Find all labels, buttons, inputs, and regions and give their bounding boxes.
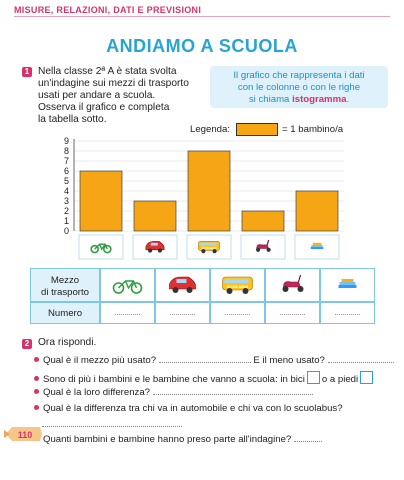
checkbox-piedi[interactable]: [360, 371, 373, 384]
question-5-text: Quanti bambini e bambine hanno preso parte all'indagine?: [43, 434, 292, 445]
books-icon: [313, 243, 321, 245]
table-number-cell[interactable]: [265, 302, 320, 324]
bar: [188, 151, 230, 231]
answer-field[interactable]: [159, 362, 251, 363]
car-wheel: [158, 248, 162, 252]
question-3: [34, 387, 390, 398]
info-line: Il grafico che rappresenta i dati: [233, 70, 365, 81]
table-vehicle-cell: [100, 268, 155, 302]
table-vehicle-cell: [320, 268, 375, 302]
page-number-badge: [4, 424, 44, 444]
exercise-2-title: Ora rispondi.: [38, 337, 97, 348]
bar: [80, 171, 122, 231]
info-box: [210, 66, 388, 108]
vehicle-icon: [321, 269, 374, 301]
bus-windows: [200, 243, 217, 246]
page-title: ANDIAMO A SCUOLA: [106, 36, 298, 56]
answer-line: [225, 314, 250, 315]
bar: [134, 201, 176, 231]
legend-swatch: [236, 123, 278, 136]
table-number-cell[interactable]: [320, 302, 375, 324]
scooter-wheel: [267, 248, 271, 252]
table-vehicle-cell: [155, 268, 210, 302]
table-vehicle-cell: [265, 268, 320, 302]
answer-field[interactable]: [153, 394, 313, 395]
prompt-line: usati per andare a scuola.: [38, 90, 156, 101]
exercise-1-badge: 1: [22, 67, 32, 77]
books-icon: [339, 285, 357, 288]
info-line-post: .: [346, 94, 350, 105]
scooter-wheel: [283, 286, 289, 292]
y-tick-label: 8: [63, 146, 69, 156]
chart-y-ticks: [64, 137, 69, 236]
vehicle-icon: [266, 269, 319, 301]
car-wheel: [173, 287, 179, 293]
info-line: [214, 94, 384, 106]
prompt-line: Nella classe 2ª A è stata svolta: [38, 66, 177, 77]
info-line: con le colonne o con le righe: [237, 82, 361, 93]
vehicle-icon: [156, 269, 209, 301]
table-header-label-b: di trasporto: [41, 287, 89, 298]
answer-line: [280, 314, 305, 315]
table-number-cell[interactable]: [100, 302, 155, 324]
question-2b-text: o a piedi: [321, 374, 359, 385]
car-window: [151, 243, 158, 246]
answer-line: [170, 314, 195, 315]
bus-label: SCUOLABUS: [201, 247, 217, 251]
bus-windows: [225, 279, 249, 283]
chart-bars: [80, 151, 338, 231]
checkbox-bici[interactable]: [307, 371, 320, 384]
info-keyword: istogramma: [292, 94, 347, 105]
histogram-chart: [62, 137, 362, 263]
info-text: [214, 70, 384, 106]
scooter-wheel: [256, 248, 260, 252]
bullet-icon: [34, 376, 39, 381]
prompt-line: la tabella sotto.: [38, 114, 107, 125]
exercise-2-badge: 2: [22, 339, 32, 349]
page-header: [0, 0, 404, 26]
question-4: [34, 403, 390, 414]
bullet-icon: [34, 357, 39, 362]
question-1a-text: Qual è il mezzo più usato?: [43, 355, 157, 366]
exercise-1-prompt: [38, 66, 208, 126]
y-tick-label: 7: [63, 156, 69, 166]
info-line-pre: si chiama: [248, 94, 293, 105]
car-wheel: [187, 287, 193, 293]
y-tick-label: 6: [63, 166, 69, 176]
vehicle-icon: [101, 269, 154, 301]
books-icon: [342, 279, 354, 282]
chart-category-icons: [79, 235, 339, 259]
bullet-icon: [34, 389, 39, 394]
data-table: [30, 268, 376, 328]
header-divider: [14, 16, 390, 17]
y-tick-label: 5: [63, 176, 69, 186]
question-5: [34, 434, 390, 445]
bar: [242, 211, 284, 231]
table-header-numero-label: Numero: [47, 308, 83, 319]
question-4-text: Qual è la differenza tra chi va in automobile e chi va con lo scuolabus?: [43, 403, 343, 414]
prompt-line: Osserva il grafico e completa: [38, 102, 170, 113]
bar: [296, 191, 338, 231]
y-tick-label: 2: [63, 206, 69, 216]
scooter-wheel: [298, 286, 304, 292]
page-number: 110: [17, 430, 33, 440]
answer-field[interactable]: [294, 441, 322, 442]
car-wheel: [148, 248, 152, 252]
legend-label: Legenda:: [190, 124, 231, 135]
question-3-text: Qual è la loro differenza?: [43, 387, 151, 398]
books-icon: [340, 282, 356, 285]
car-window: [177, 279, 187, 283]
answer-line: [115, 314, 140, 315]
table-number-cell[interactable]: [155, 302, 210, 324]
section-label: MISURE, RELAZIONI, DATI E PREVISIONI: [14, 5, 202, 15]
books-icon: [311, 247, 324, 249]
table-header-mezzo: [30, 268, 100, 302]
answer-field[interactable]: [42, 426, 182, 427]
y-tick-label: 1: [63, 216, 69, 226]
question-2a-text: Sono di più i bambini e le bambine che vanno a scuola: in bici: [43, 374, 305, 385]
scooter-handle: [299, 275, 301, 282]
table-header-numero: [30, 302, 100, 324]
table-number-cell[interactable]: [210, 302, 265, 324]
y-tick-label: 9: [63, 137, 69, 146]
table-vehicle-cell: [210, 268, 265, 302]
bullet-icon: [34, 405, 39, 410]
books-icon: [311, 245, 322, 247]
vehicle-icon: [211, 269, 264, 301]
answer-field[interactable]: [328, 362, 394, 363]
y-tick-label: 0: [63, 226, 69, 236]
answer-line: [335, 314, 360, 315]
bus-label: SCUOLABUS: [226, 285, 249, 289]
y-tick-label: 4: [63, 186, 69, 196]
legend-text: = 1 bambino/a: [282, 124, 344, 135]
question-2: [34, 371, 390, 385]
table-header-label-a: Mezzo: [50, 275, 80, 286]
y-tick-label: 3: [63, 196, 69, 206]
question-1b-text: E il meno usato?: [253, 355, 325, 366]
question-1: [34, 355, 390, 366]
prompt-line: un'indagine sui mezzi di trasporto: [38, 78, 189, 89]
